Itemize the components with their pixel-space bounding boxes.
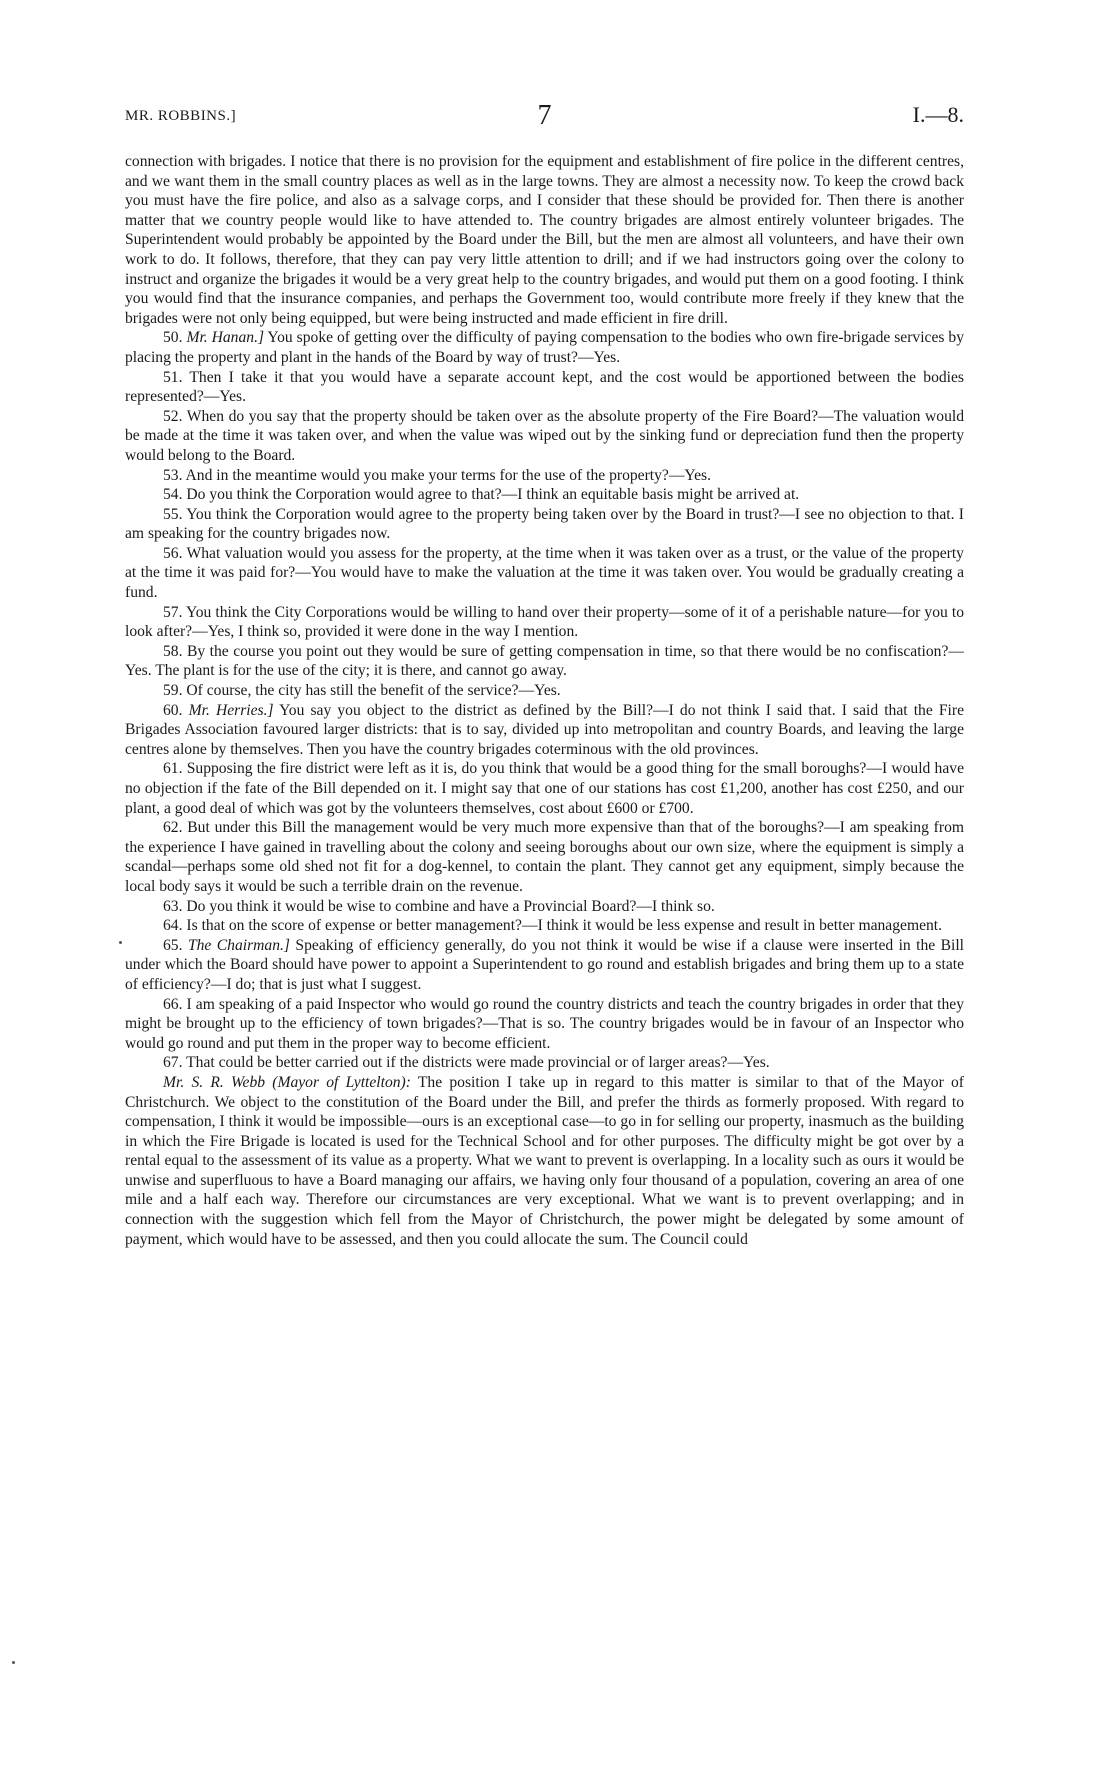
speaker: Mr. Hanan.]	[186, 329, 265, 347]
question-51: 51. Then I take it that you would have a separate account kept, and the cost would be apportioned between the bodies represented?—Yes.	[125, 368, 964, 406]
question-53: 53. And in the meantime would you make your terms for the use of the property?—Yes.	[163, 466, 712, 484]
speaker: Mr. Herries.]	[188, 701, 274, 719]
question-50: 50. Mr. Hanan.] You spoke of getting over the difficulty of paying compensation to the bodies who own fire-brigade services by placing the property and plant in the hands of the Board by way of trust?—Yes.	[125, 329, 964, 366]
question-67: 67. That could be better carried out if the districts were made provincial or of larger areas?—Yes.	[163, 1054, 770, 1072]
question-63: 63. Do you think it would be wise to combine and have a Provincial Board?—I think so.	[163, 897, 715, 915]
scan-speck	[119, 941, 122, 944]
question-54: 54. Do you think the Corporation would agree to that?—I think an equitable basis might be arrived at.	[163, 486, 800, 504]
question-66: 66. I am speaking of a paid Inspector who would go round the country districts and teach the country brigades in order that they might be brought up to the efficiency of town brigades?—That is so. The country brigades would be in favour of an Inspector who would go round and put them in the proper way to become efficient.	[125, 995, 964, 1052]
question-59: 59. Of course, the city has still the benefit of the service?—Yes.	[163, 682, 561, 700]
speaker: Mr. S. R. Webb (Mayor of Lyttelton):	[163, 1073, 411, 1091]
page-body	[125, 152, 964, 1249]
statement-webb: Mr. S. R. Webb (Mayor of Lyttelton): The position I take up in regard to this matter is similar to that of the Mayor of Christchurch. We object to the constitution of the Board under the Bill, and prefer the thirds as formerly proposed. With regard to compensation, I think it would be impossible—ours is an exceptional case—to go in for selling our property, inasmuch as the building in which the Fire Brigade is located is used for the Technical School and for other purposes. The difficulty might be got over by a rental equal to the assessment of its value as a property. What we want to prevent is overlapping. In a locality such as ours it would be unwise and superfluous to have a Board managing our affairs, we having only four thousand of a population, covering an area of one mile and a half each way. Therefore our circumstances are very exceptional. What we want is to prevent overlapping; and in connection with the suggestion which fell from the Mayor of Christchurch, the power might be delegated by some amount of payment, which would have to be assessed, and then you could allocate the sum. The Council could	[125, 1073, 964, 1248]
question-61: 61. Supposing the fire district were left as it is, do you think that would be a good thing for the small boroughs?—I would have no objection if the fate of the Bill depended on it. I might say that one of our stations has cost £1,200, another has cost £250, and our plant, a good deal of which was got by the volunteers themselves, cost about £600 or £700.	[125, 760, 964, 817]
speaker: The Chairman.]	[187, 936, 290, 954]
question-60: 60. Mr. Herries.] You say you object to the district as defined by the Bill?—I do not think I said that. I said that the Fire Brigades Association favoured larger districts: that is to say, divided up into metropolitan and country Boards, and leaving the large centres alone by themselves. Then you have the country brigades coterminous with the old provinces.	[125, 701, 964, 758]
scan-speck	[12, 1661, 15, 1664]
page-number: 7	[537, 100, 552, 131]
question-64: 64. Is that on the score of expense or better management?—I think it would be less expense and result in better management.	[163, 917, 943, 935]
question-57: 57. You think the City Corporations would be willing to hand over their property—some of it of a perishable nature—for you to look after?—Yes, I think so, provided it were done in the way I mention.	[125, 603, 964, 641]
question-56: 56. What valuation would you assess for the property, at the time when it was taken over as a trust, or the value of the property at the time it was paid for?—You would have to make the valuation at the time it was taken over. You would be gradually creating a fund.	[125, 544, 964, 602]
witness-name-header: MR. ROBBINS.]	[125, 108, 237, 124]
question-58: 58. By the course you point out they would be sure of getting compensation in time, so that there would be no confiscation?—Yes. The plant is for the use of the city; it is there, and cannot go away.	[125, 642, 964, 680]
paragraph-continued: connection with brigades. I notice that there is no provision for the equipment and establishment of fire police in the different centres, and we want them in the small country places as well as in the large towns. They are almost a necessity now. To keep the crowd back you must have the fire police, and also as a salvage corps, and I consider that these should be provided for. Then there is another matter that we country people would like to have attended to. The country brigades are almost entirely volunteer brigades. The Superintendent would probably be appointed by the Board under the Bill, but the men are almost all volunteers, and have their own work to do. It follows, therefore, that they can pay very little attention to drill; and if we had instructors going over the colony to instruct and organize the brigades it would be a very great help to the country brigades, and would put them on a good footing. I think you would find that the insurance companies, and perhaps the Government too, would contribute more freely if they knew that the brigades were not only being equipped, but were being instructed and made efficient in fire drill.	[125, 153, 964, 327]
question-62: 62. But under this Bill the management would be very much more expensive than that of the boroughs?—I am speaking from the experience I have gained in travelling about the colony and seeing boroughs about our own size, where the equipment is simply a scandal—perhaps some old shed not fit for a dog-kennel, to contain the plant. They cannot get any equipment, simply because the local body says it would be such a terrible drain on the revenue.	[125, 819, 964, 895]
document-page	[125, 100, 964, 1249]
question-65: 65. The Chairman.] Speaking of efficiency generally, do you not think it would be wise if a clause were inserted in the Bill under which the Board should have power to appoint a Superintendent to go round and establish brigades and bring them up to a state of efficiency?—I do; that is just what I suggest.	[125, 936, 965, 993]
question-52: 52. When do you say that the property should be taken over as the absolute property of the Fire Board?—The valuation would be made at the time it was taken over, and when the value was wiped out by the sinking fund or depreciation fund then the property would belong to the Board.	[125, 407, 965, 464]
page-header	[125, 100, 964, 140]
paper-reference: I.—8.	[912, 102, 964, 127]
question-55: 55. You think the Corporation would agree to the property being taken over by the Board in trust?—I see no objection to that. I am speaking for the country brigades now.	[125, 505, 964, 543]
